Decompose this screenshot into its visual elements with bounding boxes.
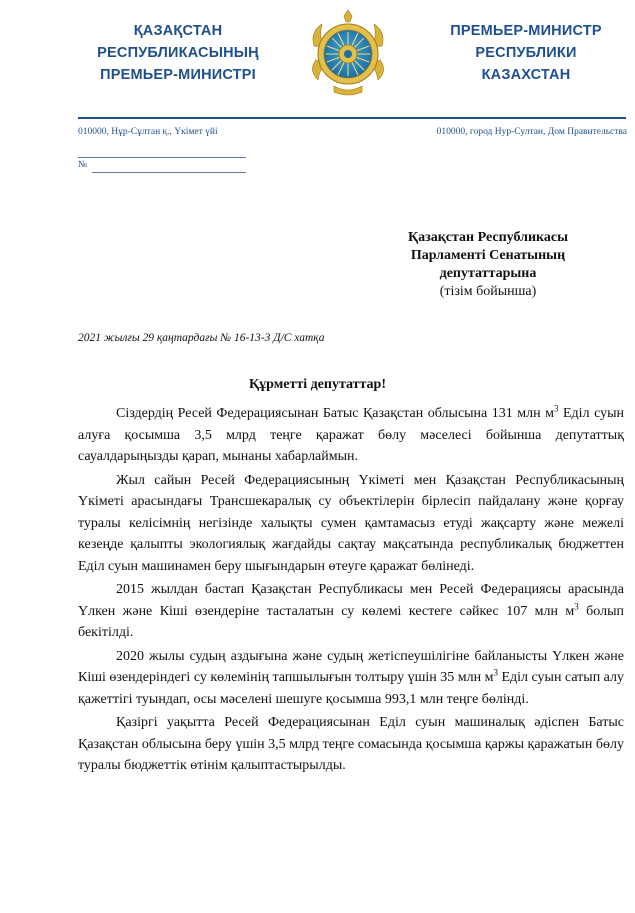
address-kazakh: 010000, Нұр-Сұлтан қ., Үкімет үйі bbox=[78, 127, 218, 137]
letter-body bbox=[78, 403, 624, 779]
paragraph-3-text-b: болып бекітілді. bbox=[78, 603, 624, 640]
superscript-cubic: 3 bbox=[574, 600, 579, 611]
header-right-line-2: РЕСПУБЛИКИ bbox=[475, 45, 577, 61]
paragraph-1 bbox=[78, 403, 624, 468]
header-right-title bbox=[426, 20, 626, 86]
header-left-line-2: РЕСПУБЛИКАСЫНЫҢ bbox=[97, 45, 259, 61]
document-number-field bbox=[78, 160, 246, 170]
paragraph-4-text-a: 2020 жылы судың аздығына және судың жетіспеушілігіне байланысты Үлкен және Кіші өзендеріндегі су көлемінің тапшылығын толтыру үшін 35 млн м bbox=[78, 648, 624, 685]
paragraph-4 bbox=[78, 646, 624, 711]
number-sign: № bbox=[78, 160, 88, 170]
header-divider bbox=[78, 117, 626, 119]
state-emblem-icon bbox=[308, 10, 388, 98]
paragraph-5: Қазіргі уақытта Ресей Федерациясынан Еділ суын машиналық әдіспен Батыс Қазақстан облысына беру үшін 3,5 млрд теңге сомасында қосымша қаржы қаражатын бөлу туралы бюджеттік өтінім қалыптастырылды. bbox=[78, 715, 624, 773]
header-left-line-3: ПРЕМЬЕР-МИНИСТРІ bbox=[100, 67, 256, 83]
addressee-line-4: (тізім бойынша) bbox=[439, 284, 537, 299]
paragraph-3 bbox=[78, 579, 624, 644]
address-russian: 010000, город Нур-Султан, Дом Правительства bbox=[436, 127, 627, 137]
superscript-cubic: 3 bbox=[554, 403, 559, 414]
addressee-line-1: Қазақстан Республикасы bbox=[407, 230, 569, 245]
paragraph-1-text-a: Сіздердің Ресей Федерациясынан Батыс Қазақстан облысына 131 млн м bbox=[116, 406, 554, 421]
header-right-line-1: ПРЕМЬЕР-МИНИСТР bbox=[450, 23, 602, 39]
salutation: Құрметті депутаттар! bbox=[248, 377, 387, 392]
paragraph-1-text-b: Еділ суын алуға қосымша 3,5 млрд теңге қаражат бөлу мәселесі бойынша депутаттық сауалдарыңызды қарап, мынаны хабарлаймын. bbox=[78, 406, 624, 464]
header-left-line-1: ҚАЗАҚСТАН bbox=[133, 23, 223, 39]
header-left-title bbox=[78, 20, 278, 86]
addressee-line-3: депутаттарына bbox=[439, 266, 537, 281]
addressee-block bbox=[368, 229, 608, 301]
number-line bbox=[92, 172, 246, 173]
addressee-line-2: Парламенті Сенатының bbox=[410, 248, 566, 263]
paragraph-2: Жыл сайын Ресей Федерациясының Үкіметі мен Қазақстан Республикасының Үкіметі арасындағы Трансшекаралық су объектілерін бірлесіп пайдалану және қорғау туралы келісімнің негізінде халықты сумен қамтамасыз етуді жақсарту және межелі кезеңде қалыпты экологиялық жағдайды сақтау мақсатында республикалық бюджеттен Еділ суын машинамен беру шығындарын өтеуге қаражат бөлінеді. bbox=[78, 472, 624, 574]
header-right-line-3: КАЗАХСТАН bbox=[481, 67, 571, 83]
date-line bbox=[78, 157, 246, 158]
paragraph-4-text-b: Еділ суын сатып алу қажеттігі туындап, осы мәселені шешуге қосымша 993,1 млн теңге бөлінді. bbox=[78, 670, 625, 707]
superscript-cubic: 3 bbox=[493, 667, 498, 678]
letter-reference: 2021 жылғы 29 қаңтардағы № 16-13-3 Д/С хатқа bbox=[78, 332, 325, 344]
paragraph-3-text-a: 2015 жылдан бастап Қазақстан Республикасы мен Ресей Федерациясы арасында Үлкен және Кіші өзендеріне тасталатын су көлемі кестеге сәйкес 107 млн м bbox=[78, 582, 624, 619]
